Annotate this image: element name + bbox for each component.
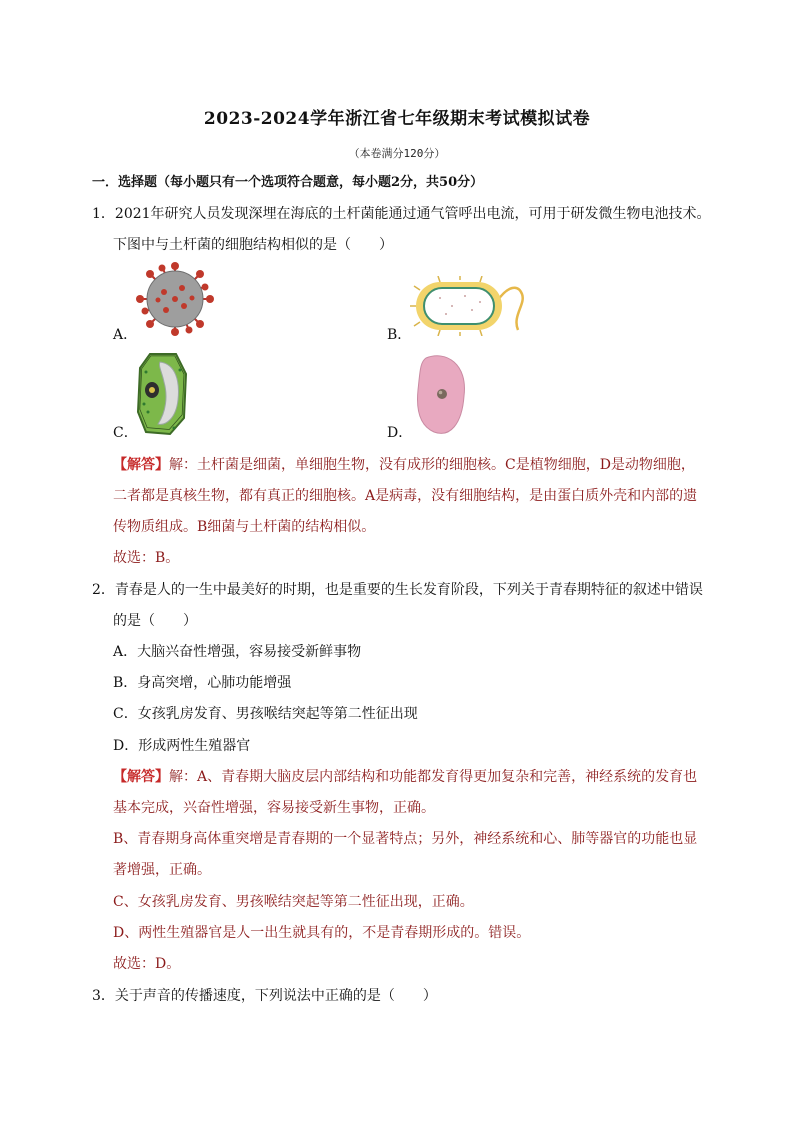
answer-2-choice: 故选：D。 bbox=[113, 956, 181, 972]
question-3-stem-line1: 3．关于声音的传播速度，下列说法中正确的是（ ） bbox=[92, 988, 437, 1004]
question-2-stem-line2: 的是（ ） bbox=[113, 613, 197, 629]
section-heading: 一．选择题（每小题只有一个选项符合题意，每小题2分，共50分） bbox=[92, 175, 484, 190]
answer-tag: 【解答】 bbox=[113, 769, 169, 785]
virus-image bbox=[134, 262, 216, 336]
plant-cell-image bbox=[136, 352, 188, 436]
option-d-label: D． bbox=[387, 425, 413, 441]
animal-cell-image bbox=[416, 354, 468, 436]
question-1-stem-line2: 下图中与土杆菌的细胞结构相似的是（ ） bbox=[113, 237, 393, 253]
answer-1-line2: 二者都是真核生物，都有真正的细胞核。A是病毒，没有细胞结构，是由蛋白质外壳和内部的遗 bbox=[113, 488, 698, 504]
answer-1-line3: 传物质组成。B细菌与土杆菌的结构相似。 bbox=[113, 519, 376, 535]
page-subtitle: （本卷满分120分） bbox=[348, 147, 446, 160]
question-2-option-a: A．大脑兴奋性增强，容易接受新鲜事物 bbox=[113, 644, 362, 660]
answer-tag: 【解答】 bbox=[113, 457, 169, 473]
bacterium-image bbox=[410, 276, 528, 336]
answer-1-line1 bbox=[113, 455, 695, 475]
question-2-option-d: D．形成两性生殖器官 bbox=[113, 738, 251, 754]
answer-1-choice: 故选：B。 bbox=[113, 550, 180, 566]
answer-2-line6: D、两性生殖器官是人一出生就具有的，不是青春期形成的。错误。 bbox=[113, 925, 531, 941]
answer-2-line5: C、女孩乳房发育、男孩喉结突起等第二性征出现，正确。 bbox=[113, 894, 474, 910]
option-b-label: B． bbox=[387, 327, 412, 343]
answer-2-line4: 著增强，正确。 bbox=[113, 862, 211, 878]
question-2-option-c: C．女孩乳房发育、男孩喉结突起等第二性征出现 bbox=[113, 706, 418, 722]
answer-2-line3: B、青春期身高体重突增是青春期的一个显著特点；另外，神经系统和心、肺等器官的功能也显 bbox=[113, 831, 698, 847]
question-2-stem-line1: 2．青春是人的一生中最美好的时期，也是重要的生长发育阶段，下列关于青春期特征的叙述中错误 bbox=[92, 582, 703, 598]
option-a-label: A． bbox=[113, 327, 138, 343]
page-title: 2023-2024学年浙江省七年级期末考试模拟试卷 bbox=[203, 109, 591, 129]
answer-2-line1 bbox=[113, 767, 697, 787]
question-2-option-b: B．身高突增，心肺功能增强 bbox=[113, 675, 292, 691]
answer-2-line2: 基本完成，兴奋性增强，容易接受新生事物，正确。 bbox=[113, 800, 435, 816]
answer-text: 解：A、青春期大脑皮层内部结构和功能都发育得更加复杂和完善，神经系统的发育也 bbox=[169, 769, 698, 785]
question-1-stem-line1: 1．2021年研究人员发现深埋在海底的土杆菌能通过通气管呼出电流，可用于研发微生物电池技术。 bbox=[92, 206, 711, 222]
option-c-label: C． bbox=[113, 425, 138, 441]
answer-text: 解：土杆菌是细菌，单细胞生物，没有成形的细胞核。C是植物细胞，D是动物细胞， bbox=[169, 457, 695, 473]
